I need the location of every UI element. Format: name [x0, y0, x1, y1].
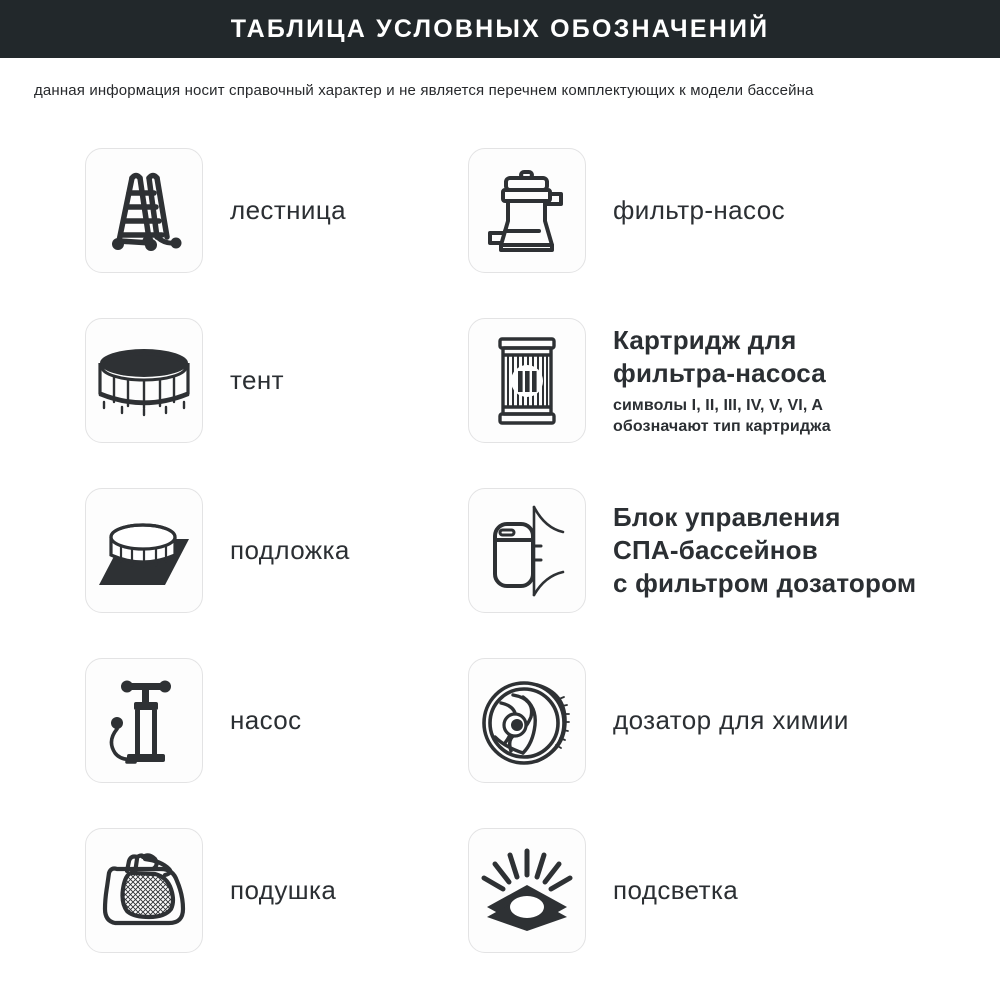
icon-tile: [468, 658, 586, 783]
legend-item-led-light: [468, 828, 738, 953]
legend-item-spa-control: [468, 488, 916, 613]
icon-tile: [85, 828, 203, 953]
legend-grid: [0, 148, 1000, 998]
legend-row: [0, 658, 1000, 828]
legend-label: подушка: [230, 874, 337, 905]
legend-text-block: [613, 706, 849, 736]
pool-cover-tarp-icon: [94, 345, 194, 417]
legend-text-block: [230, 536, 350, 566]
disclaimer-text: данная информация носит справочный характер и не является перечнем комплектующих к модели бассейна: [34, 82, 814, 99]
legend-sublabel-line: обозначают тип картриджа: [613, 418, 831, 435]
legend-row: [0, 148, 1000, 318]
ground-cloth-icon: [93, 511, 195, 591]
legend-item-hand-pump: [85, 658, 302, 783]
spa-control-unit-icon: [485, 502, 569, 600]
icon-tile: [85, 658, 203, 783]
inflatable-pillow-icon: [93, 847, 195, 935]
legend-label: фильтр-насос: [613, 194, 785, 225]
legend-item-ground-cloth: [85, 488, 350, 613]
legend-item-filter-pump: [468, 148, 785, 273]
legend-text-block: [230, 876, 336, 906]
legend-label-line: Блок управления: [613, 502, 841, 532]
icon-tile: [85, 318, 203, 443]
legend-label: насос: [230, 704, 302, 735]
legend-label: тент: [230, 364, 284, 395]
legend-row: [0, 318, 1000, 488]
legend-text-block: [230, 196, 346, 226]
legend-item-cover: [85, 318, 284, 443]
pool-ladder-icon: [105, 165, 183, 257]
legend-label: дозатор для химии: [613, 704, 849, 735]
legend-row: [0, 828, 1000, 998]
legend-text-block: [230, 366, 284, 396]
legend-text-block: [613, 501, 916, 600]
chemical-dispenser-icon: [479, 673, 575, 769]
icon-tile: [468, 828, 586, 953]
legend-sublabel: [613, 395, 831, 437]
legend-label-line: СПА-бассейнов: [613, 535, 818, 565]
icon-tile: [468, 148, 586, 273]
legend-item-cartridge: [468, 318, 831, 443]
legend-item-chem-dispenser: [468, 658, 849, 783]
legend-label: лестница: [230, 194, 346, 225]
hand-pump-icon: [101, 673, 187, 769]
legend-sublabel-line: символы I, II, III, IV, V, VI, A: [613, 397, 823, 414]
filter-cartridge-icon: [487, 333, 567, 429]
legend-text-block: [613, 324, 831, 437]
led-light-icon: [477, 845, 577, 937]
legend-row: [0, 488, 1000, 658]
legend-label-line: Картридж для: [613, 325, 797, 355]
legend-label-line: фильтра-насоса: [613, 358, 826, 388]
icon-tile: [468, 488, 586, 613]
legend-item-pillow: [85, 828, 336, 953]
icon-tile: [85, 488, 203, 613]
legend-label: подложка: [230, 534, 350, 565]
legend-label: подсветка: [613, 874, 739, 905]
legend-label: [613, 501, 916, 600]
filter-pump-icon: [481, 165, 573, 257]
legend-text-block: [613, 196, 785, 226]
icon-tile: [85, 148, 203, 273]
legend-text-block: [230, 706, 302, 736]
legend-text-block: [613, 876, 738, 906]
page-title: ТАБЛИЦА УСЛОВНЫХ ОБОЗНАЧЕНИЙ: [230, 14, 770, 43]
page-header-bar: [0, 0, 1000, 58]
legend-label-line: с фильтром дозатором: [613, 568, 917, 598]
legend-item-ladder: [85, 148, 346, 273]
legend-label: [613, 324, 831, 390]
icon-tile: [468, 318, 586, 443]
